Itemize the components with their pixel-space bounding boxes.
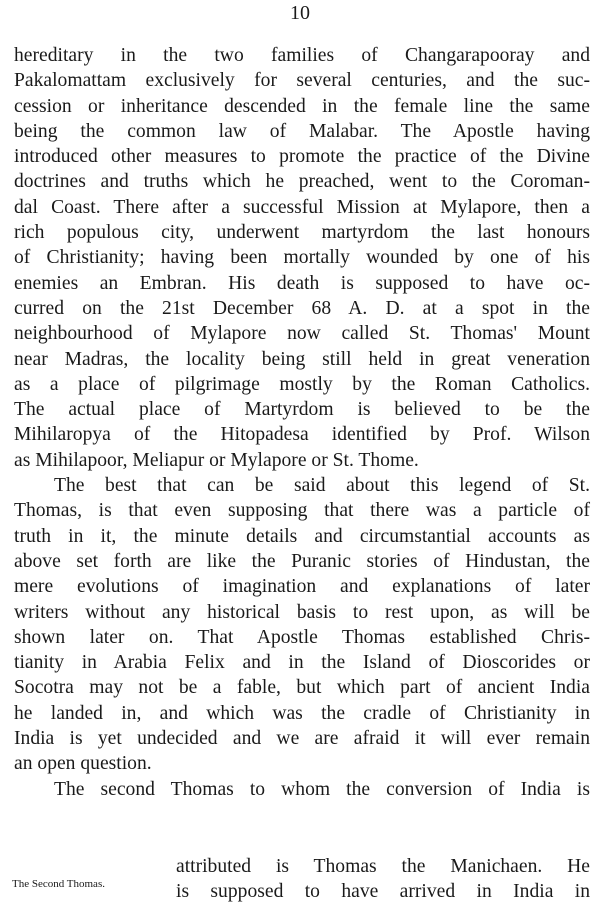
text-line: shown later on. That Apostle Thomas established Chris- <box>14 626 590 648</box>
text-line: hereditary in the two families of Changarapooray and <box>14 45 590 66</box>
text-line: The second Thomas to whom the conversion of India is <box>54 778 590 800</box>
body-text <box>14 43 590 802</box>
text-line: being the common law of Malabar. The Apostle having <box>14 120 590 142</box>
text-line: is supposed to have arrived in India in <box>176 881 590 903</box>
text-line: neighbourhood of Mylapore now called St. Thomas' Mount <box>14 323 590 345</box>
text-line: an open question. <box>14 753 152 775</box>
text-line: as Mihilapoor, Meliapur or Mylapore or St. Thome. <box>14 449 419 471</box>
text-line: writers without any historical basis to rest upon, as will be <box>14 601 590 623</box>
text-line: Mihilaropya of the Hitopadesa identified by Prof. Wilson <box>14 424 590 446</box>
text-line: enemies an Embran. His death is supposed to have oc- <box>14 272 590 294</box>
text-line: Thomas, is that even supposing that there was a particle of <box>14 500 590 522</box>
marginal-note: The Second Thomas. <box>12 878 105 890</box>
text-line: near Madras, the locality being still held in great veneration <box>14 348 590 370</box>
text-line: tianity in Arabia Felix and in the Island of Dioscorides or <box>14 652 590 674</box>
paragraph-2 <box>14 473 590 777</box>
page-number: 10 <box>290 2 310 24</box>
text-line: The best that can be said about this legend of St. <box>54 475 590 497</box>
text-line: cession or inheritance descended in the female line the same <box>14 95 590 117</box>
text-line: mere evolutions of imagination and explanations of later <box>14 576 590 598</box>
text-line: introduced other measures to promote the practice of the Divine <box>14 146 590 168</box>
paragraph-3 <box>14 777 590 802</box>
text-line: Socotra may not be a fable, but which part of ancient India <box>14 677 590 699</box>
text-line: attributed is Thomas the Manichaen. He <box>176 856 590 877</box>
text-line: dal Coast. There after a successful Mission at Mylapore, then a <box>14 196 590 218</box>
paragraph-1 <box>14 43 590 473</box>
text-line: The actual place of Martyrdom is believed to be the <box>14 399 590 421</box>
text-line: doctrines and truths which he preached, went to the Coroman- <box>14 171 590 193</box>
text-line: above set forth are like the Puranic stories of Hindustan, the <box>14 550 590 572</box>
text-line: truth in it, the minute details and circumstantial accounts as <box>14 525 590 547</box>
text-line: India is yet undecided and we are afraid it will ever remain <box>14 728 590 750</box>
text-line: rich populous city, underwent martyrdom the last honours <box>14 222 590 244</box>
text-line: of Christianity; having been mortally wounded by one of his <box>14 247 590 269</box>
text-line: as a place of pilgrimage mostly by the Roman Catholics. <box>14 373 590 395</box>
text-line: Pakalomattam exclusively for several centuries, and the suc- <box>14 70 590 92</box>
text-line: curred on the 21st December 68 A. D. at a spot in the <box>14 297 590 319</box>
paragraph-3-continuation <box>176 854 590 905</box>
text-line: he landed in, and which was the cradle of Christianity in <box>14 702 590 724</box>
